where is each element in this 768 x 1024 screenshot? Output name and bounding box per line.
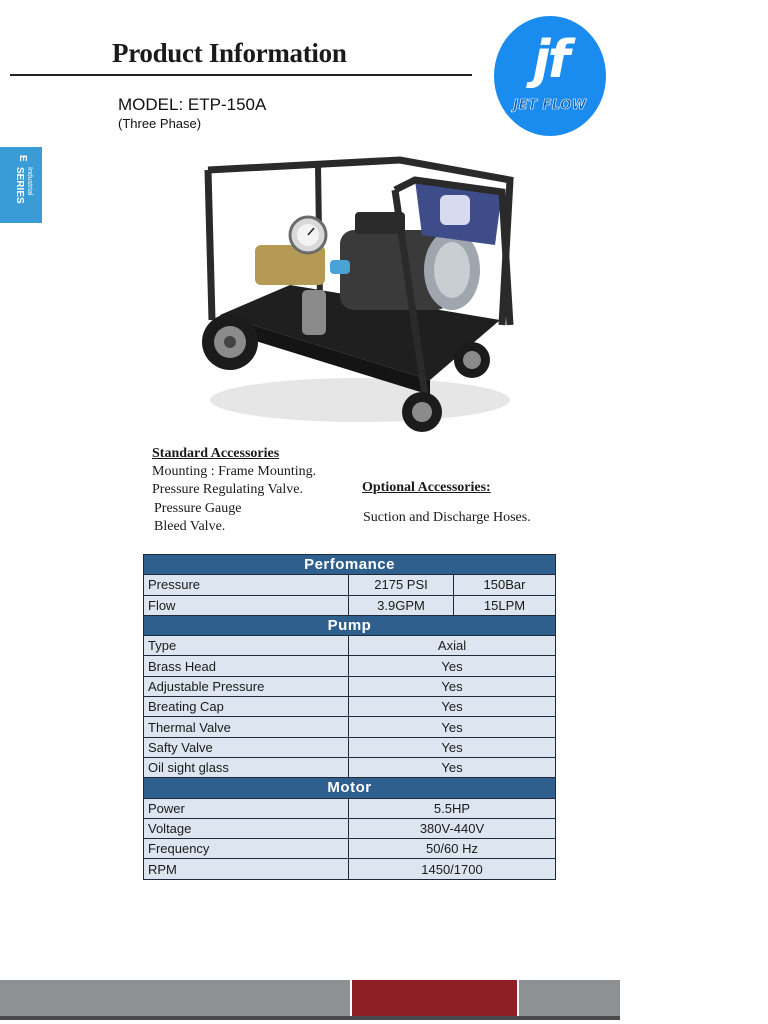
row-value: Yes <box>349 656 556 676</box>
row-value: 1450/1700 <box>349 859 556 879</box>
row-label: Voltage <box>144 818 349 838</box>
table-row <box>144 859 556 879</box>
logo-text: JET FLOW <box>513 98 587 113</box>
table-row <box>144 757 556 777</box>
row-label: Pressure <box>144 575 349 595</box>
performance-header: Perfomance <box>144 555 556 575</box>
row-value: 3.9GPM <box>349 595 454 615</box>
logo-mark: jf <box>532 30 568 90</box>
standard-accessories-heading: Standard Accessories <box>152 446 280 461</box>
row-value: Yes <box>349 676 556 696</box>
row-label: Brass Head <box>144 656 349 676</box>
table-section-header <box>144 778 556 798</box>
footer-bottom-bar <box>0 1016 620 1020</box>
table-section-header <box>144 555 556 575</box>
standard-accessory-item: Pressure Gauge <box>154 501 242 516</box>
row-value: 5.5HP <box>349 798 556 818</box>
row-value: 15LPM <box>454 595 556 615</box>
footer-band <box>0 980 620 1020</box>
row-label: Power <box>144 798 349 818</box>
optional-accessories-heading: Optional Accessories: <box>362 480 491 495</box>
standard-accessory-item: Bleed Valve. <box>154 519 226 534</box>
table-row <box>144 697 556 717</box>
series-tab-letter: E <box>17 155 28 162</box>
row-value: 50/60 Hz <box>349 839 556 859</box>
pump-header: Pump <box>144 615 556 635</box>
table-row <box>144 798 556 818</box>
row-value: Axial <box>349 636 556 656</box>
table-section-header <box>144 615 556 635</box>
footer-band-gray-right <box>519 980 620 1020</box>
row-label: Type <box>144 636 349 656</box>
series-tab-series: SERIES <box>14 167 25 204</box>
table-row <box>144 839 556 859</box>
page-title: Product Information <box>112 38 347 68</box>
table-row <box>144 717 556 737</box>
row-value: Yes <box>349 737 556 757</box>
row-label: Breating Cap <box>144 697 349 717</box>
row-label: Safty Valve <box>144 737 349 757</box>
row-label: Adjustable Pressure <box>144 676 349 696</box>
table-row <box>144 595 556 615</box>
table-row <box>144 636 556 656</box>
row-value: 150Bar <box>454 575 556 595</box>
phase-label: (Three Phase) <box>118 116 202 131</box>
standard-accessory-item: Mounting : Frame Mounting. <box>152 464 317 479</box>
optional-accessory-item: Suction and Discharge Hoses. <box>363 510 531 525</box>
table-row <box>144 676 556 696</box>
row-label: Frequency <box>144 839 349 859</box>
series-tab-category: Industrial <box>26 167 33 196</box>
footer-band-gray-left <box>0 980 350 1020</box>
row-value: 2175 PSI <box>349 575 454 595</box>
row-label: Oil sight glass <box>144 757 349 777</box>
table-row <box>144 575 556 595</box>
row-label: Flow <box>144 595 349 615</box>
row-value: Yes <box>349 757 556 777</box>
jet-flow-logo <box>494 16 606 136</box>
footer-band-red <box>352 980 517 1020</box>
table-row <box>144 737 556 757</box>
row-label: RPM <box>144 859 349 879</box>
spec-table <box>143 554 556 880</box>
row-value: 380V-440V <box>349 818 556 838</box>
row-value: Yes <box>349 717 556 737</box>
table-row <box>144 656 556 676</box>
motor-header: Motor <box>144 778 556 798</box>
table-row <box>144 818 556 838</box>
row-value: Yes <box>349 697 556 717</box>
standard-accessory-item: Pressure Regulating Valve. <box>152 482 303 497</box>
series-side-tab <box>0 147 42 223</box>
model-number: MODEL: ETP-150A <box>118 95 267 114</box>
row-label: Thermal Valve <box>144 717 349 737</box>
pressure-washer-image <box>190 150 530 440</box>
title-divider <box>10 74 472 76</box>
